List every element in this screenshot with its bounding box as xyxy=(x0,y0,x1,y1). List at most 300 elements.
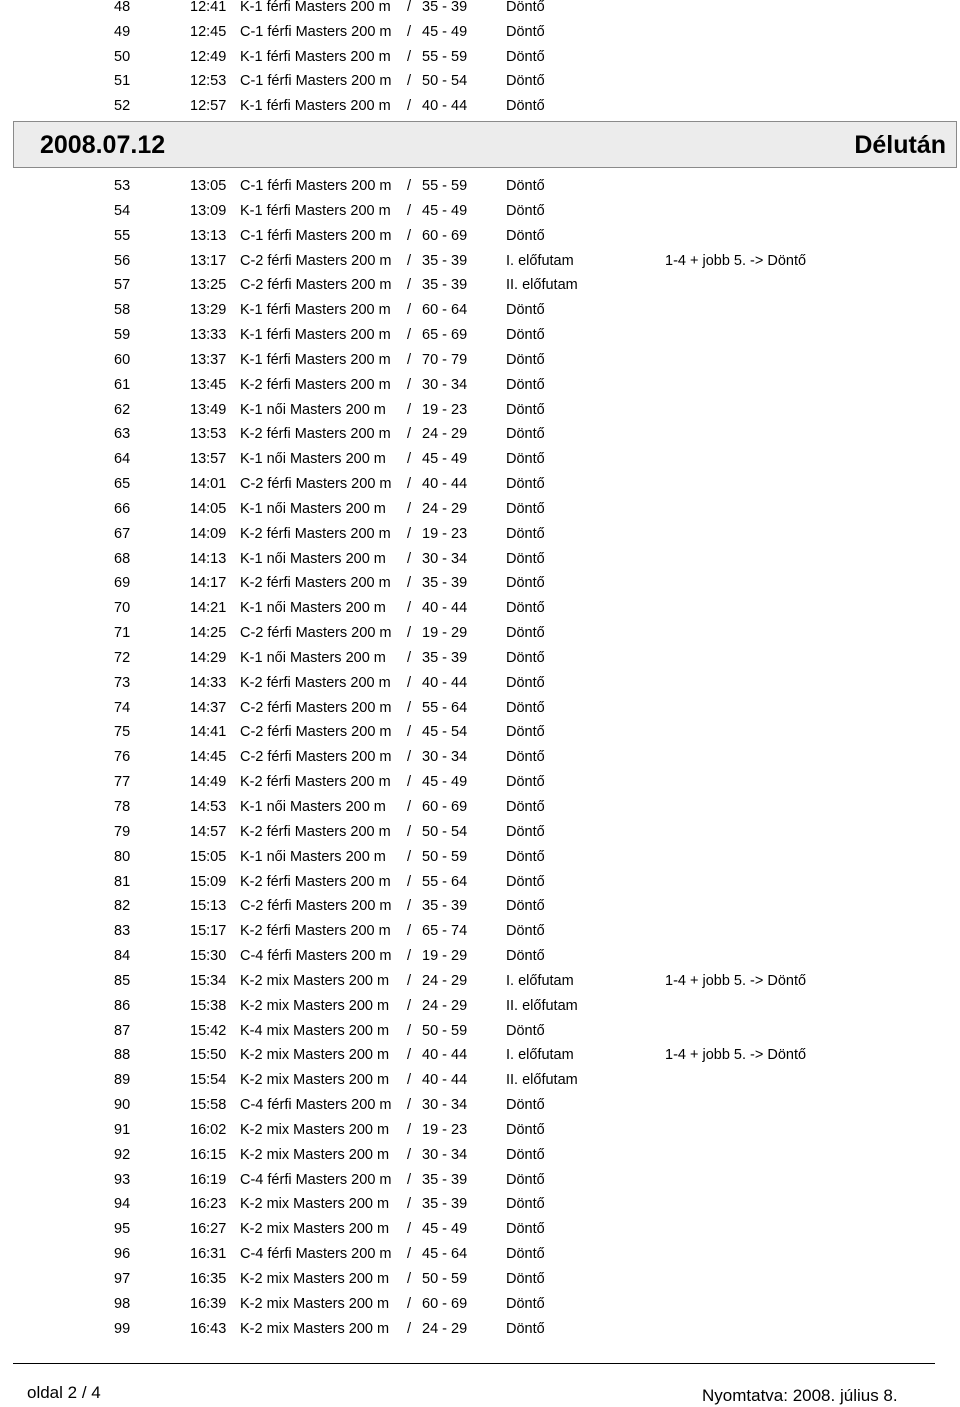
table-row xyxy=(0,1019,960,1043)
start-time: 15:34 xyxy=(190,972,227,989)
race-class: K-2 férfi Masters 200 m xyxy=(240,376,391,393)
start-time: 13:37 xyxy=(190,351,227,368)
section-header xyxy=(13,121,957,168)
separator: / xyxy=(407,1295,412,1312)
table-row xyxy=(0,1217,960,1241)
separator: / xyxy=(407,1022,412,1039)
table-row xyxy=(0,472,960,496)
age-group: 19 - 23 xyxy=(422,401,468,418)
race-number: 67 xyxy=(114,525,131,542)
race-number: 51 xyxy=(114,73,131,90)
start-time: 15:17 xyxy=(190,923,227,940)
race-stage: Döntő xyxy=(506,23,545,40)
race-stage: Döntő xyxy=(506,1146,545,1163)
age-group: 24 - 29 xyxy=(422,997,468,1014)
race-stage: Döntő xyxy=(506,848,545,865)
start-time: 14:41 xyxy=(190,724,227,741)
separator: / xyxy=(407,600,412,617)
race-class: K-2 férfi Masters 200 m xyxy=(240,525,391,542)
page-number: oldal 2 / 4 xyxy=(27,1383,101,1402)
separator: / xyxy=(407,476,412,493)
age-group: 40 - 44 xyxy=(422,600,468,617)
table-row xyxy=(0,646,960,670)
race-stage: Döntő xyxy=(506,799,545,815)
race-class: K-2 mix Masters 200 m xyxy=(240,1196,390,1213)
race-stage: Döntő xyxy=(506,625,545,642)
race-class: C-2 férfi Masters 200 m xyxy=(240,252,392,269)
race-number: 83 xyxy=(114,923,131,940)
race-number: 84 xyxy=(114,948,131,965)
race-number: 90 xyxy=(114,1097,131,1114)
separator: / xyxy=(407,351,412,368)
race-stage: Döntő xyxy=(506,1121,545,1138)
race-class: K-2 férfi Masters 200 m xyxy=(240,923,391,940)
race-class: K-2 férfi Masters 200 m xyxy=(240,674,391,691)
race-stage: Döntő xyxy=(506,178,545,194)
table-row xyxy=(0,1068,960,1092)
start-time: 12:45 xyxy=(190,23,227,40)
print-date: Nyomtatva: 2008. július 8. xyxy=(702,1386,898,1405)
start-time: 12:41 xyxy=(190,0,227,15)
race-number: 76 xyxy=(114,749,131,766)
separator: / xyxy=(407,724,412,741)
advancement-note: 1-4 + jobb 5. -> Döntő xyxy=(665,252,807,269)
separator: / xyxy=(407,873,412,890)
start-time: 13:45 xyxy=(190,376,227,393)
table-row xyxy=(0,45,960,69)
race-stage: Döntő xyxy=(506,674,545,691)
race-stage: Döntő xyxy=(506,426,545,443)
separator: / xyxy=(407,1320,412,1337)
race-stage: Döntő xyxy=(506,351,545,368)
separator: / xyxy=(407,948,412,965)
age-group: 19 - 23 xyxy=(422,525,468,542)
start-time: 12:49 xyxy=(190,48,227,65)
start-time: 13:29 xyxy=(190,302,227,319)
race-number: 99 xyxy=(114,1320,131,1337)
start-time: 13:33 xyxy=(190,327,227,344)
race-class: K-2 mix Masters 200 m xyxy=(240,997,390,1014)
race-class: K-1 férfi Masters 200 m xyxy=(240,98,391,115)
table-row xyxy=(0,447,960,471)
table-row xyxy=(0,994,960,1018)
age-group: 24 - 29 xyxy=(422,1320,468,1337)
race-number: 61 xyxy=(114,376,131,393)
age-group: 45 - 54 xyxy=(422,724,468,741)
table-row xyxy=(0,249,960,273)
race-number: 96 xyxy=(114,1246,131,1263)
start-time: 16:23 xyxy=(190,1196,227,1213)
race-class: K-2 mix Masters 200 m xyxy=(240,1221,390,1238)
race-number: 87 xyxy=(114,1022,131,1039)
race-class: K-2 férfi Masters 200 m xyxy=(240,823,391,840)
start-time: 15:30 xyxy=(190,948,227,965)
race-stage: Döntő xyxy=(506,749,545,766)
start-time: 13:49 xyxy=(190,401,227,418)
race-class: K-2 férfi Masters 200 m xyxy=(240,873,391,890)
table-row xyxy=(0,0,960,19)
race-number: 57 xyxy=(114,277,131,294)
table-row xyxy=(0,571,960,595)
race-number: 60 xyxy=(114,351,131,368)
age-group: 55 - 64 xyxy=(422,873,468,890)
start-time: 16:15 xyxy=(190,1146,227,1163)
separator: / xyxy=(407,972,412,989)
table-row xyxy=(0,720,960,744)
race-class: K-1 női Masters 200 m xyxy=(240,451,386,468)
race-stage: Döntő xyxy=(506,1097,545,1114)
age-group: 35 - 39 xyxy=(422,575,468,592)
start-time: 13:25 xyxy=(190,277,227,294)
start-time: 15:58 xyxy=(190,1097,227,1114)
age-group: 45 - 49 xyxy=(422,451,468,468)
separator: / xyxy=(407,1047,412,1064)
age-group: 50 - 59 xyxy=(422,848,468,865)
race-number: 65 xyxy=(114,476,131,493)
table-row xyxy=(0,1292,960,1316)
race-stage: Döntő xyxy=(506,774,545,791)
race-number: 72 xyxy=(114,649,131,666)
start-time: 12:53 xyxy=(190,73,227,90)
race-number: 54 xyxy=(114,202,131,219)
separator: / xyxy=(407,48,412,65)
separator: / xyxy=(407,401,412,418)
start-time: 14:21 xyxy=(190,600,227,617)
section-period: Délután xyxy=(854,131,946,159)
table-row xyxy=(0,398,960,422)
race-number: 82 xyxy=(114,898,131,915)
age-group: 24 - 29 xyxy=(422,500,468,517)
race-stage: Döntő xyxy=(506,48,545,65)
race-stage: Döntő xyxy=(506,525,545,542)
start-time: 13:17 xyxy=(190,252,227,269)
start-time: 14:05 xyxy=(190,500,227,517)
race-number: 70 xyxy=(114,600,131,617)
race-stage: II. előfutam xyxy=(506,997,578,1014)
race-class: K-2 mix Masters 200 m xyxy=(240,1295,390,1312)
race-class: K-2 mix Masters 200 m xyxy=(240,1121,390,1138)
race-number: 80 xyxy=(114,848,131,865)
table-row xyxy=(0,745,960,769)
race-class: C-2 férfi Masters 200 m xyxy=(240,476,392,493)
table-row xyxy=(0,596,960,620)
separator: / xyxy=(407,202,412,219)
separator: / xyxy=(407,1221,412,1238)
separator: / xyxy=(407,649,412,666)
race-class: K-1 női Masters 200 m xyxy=(240,600,386,617)
start-time: 14:01 xyxy=(190,476,227,493)
age-group: 35 - 39 xyxy=(422,898,468,915)
separator: / xyxy=(407,674,412,691)
start-time: 15:38 xyxy=(190,997,227,1014)
race-stage: Döntő xyxy=(506,898,545,915)
age-group: 30 - 34 xyxy=(422,1146,468,1163)
table-row xyxy=(0,224,960,248)
footer-divider xyxy=(13,1363,935,1364)
race-class: C-2 férfi Masters 200 m xyxy=(240,898,392,915)
race-stage: Döntő xyxy=(506,724,545,741)
start-time: 15:05 xyxy=(190,848,227,865)
table-row xyxy=(0,870,960,894)
race-stage: Döntő xyxy=(506,401,545,418)
race-stage: Döntő xyxy=(506,699,545,716)
race-class: K-2 mix Masters 200 m xyxy=(240,1072,390,1089)
race-stage: Döntő xyxy=(506,1295,545,1312)
race-stage: Döntő xyxy=(506,1270,545,1287)
age-group: 70 - 79 xyxy=(422,351,468,368)
table-row xyxy=(0,348,960,372)
race-class: C-2 férfi Masters 200 m xyxy=(240,625,392,642)
start-time: 14:57 xyxy=(190,823,227,840)
start-time: 14:49 xyxy=(190,774,227,791)
separator: / xyxy=(407,823,412,840)
race-number: 73 xyxy=(114,674,131,691)
race-class: C-4 férfi Masters 200 m xyxy=(240,1171,392,1188)
table-row xyxy=(0,1317,960,1341)
race-stage: Döntő xyxy=(506,476,545,493)
start-time: 15:54 xyxy=(190,1072,227,1089)
race-stage: Döntő xyxy=(506,1320,545,1337)
start-time: 15:50 xyxy=(190,1047,227,1064)
age-group: 35 - 39 xyxy=(422,649,468,666)
age-group: 50 - 54 xyxy=(422,823,468,840)
race-stage: Döntő xyxy=(506,451,545,468)
start-time: 14:53 xyxy=(190,799,227,815)
race-stage: II. előfutam xyxy=(506,277,578,294)
race-class: K-2 férfi Masters 200 m xyxy=(240,426,391,443)
race-stage: Döntő xyxy=(506,73,545,90)
race-stage: Döntő xyxy=(506,1196,545,1213)
race-stage: Döntő xyxy=(506,1171,545,1188)
table-row xyxy=(0,422,960,446)
race-class: K-1 női Masters 200 m xyxy=(240,500,386,517)
age-group: 40 - 44 xyxy=(422,98,468,115)
race-number: 77 xyxy=(114,774,131,791)
age-group: 50 - 59 xyxy=(422,1270,468,1287)
race-number: 78 xyxy=(114,799,131,815)
race-number: 68 xyxy=(114,550,131,567)
start-time: 16:02 xyxy=(190,1121,227,1138)
table-row xyxy=(0,323,960,347)
table-row xyxy=(0,522,960,546)
age-group: 65 - 69 xyxy=(422,327,468,344)
race-number: 52 xyxy=(114,98,131,115)
separator: / xyxy=(407,699,412,716)
race-class: K-2 férfi Masters 200 m xyxy=(240,774,391,791)
separator: / xyxy=(407,23,412,40)
table-row xyxy=(0,696,960,720)
section-date: 2008.07.12 xyxy=(40,131,166,159)
age-group: 40 - 44 xyxy=(422,476,468,493)
race-number: 74 xyxy=(114,699,131,716)
table-row xyxy=(0,1118,960,1142)
race-class: K-1 női Masters 200 m xyxy=(240,799,386,815)
table-row xyxy=(0,547,960,571)
table-row xyxy=(0,1143,960,1167)
age-group: 30 - 34 xyxy=(422,749,468,766)
race-number: 85 xyxy=(114,972,131,989)
race-class: K-2 mix Masters 200 m xyxy=(240,1320,390,1337)
race-class: C-4 férfi Masters 200 m xyxy=(240,948,392,965)
race-number: 66 xyxy=(114,500,131,517)
race-stage: I. előfutam xyxy=(506,252,574,269)
start-time: 14:45 xyxy=(190,749,227,766)
separator: / xyxy=(407,1072,412,1089)
race-class: K-1 férfi Masters 200 m xyxy=(240,302,391,319)
start-time: 16:27 xyxy=(190,1221,227,1238)
table-row xyxy=(0,373,960,397)
age-group: 35 - 39 xyxy=(422,252,468,269)
age-group: 19 - 29 xyxy=(422,948,468,965)
separator: / xyxy=(407,426,412,443)
race-class: C-2 férfi Masters 200 m xyxy=(240,724,392,741)
race-class: C-1 férfi Masters 200 m xyxy=(240,227,392,244)
race-number: 62 xyxy=(114,401,131,418)
separator: / xyxy=(407,550,412,567)
race-stage: Döntő xyxy=(506,923,545,940)
race-stage: Döntő xyxy=(506,227,545,244)
age-group: 40 - 44 xyxy=(422,674,468,691)
table-row xyxy=(0,497,960,521)
race-number: 81 xyxy=(114,873,131,890)
start-time: 16:35 xyxy=(190,1270,227,1287)
race-class: K-1 férfi Masters 200 m xyxy=(240,48,391,65)
separator: / xyxy=(407,302,412,319)
race-class: K-2 mix Masters 200 m xyxy=(240,1270,390,1287)
start-time: 14:29 xyxy=(190,649,227,666)
separator: / xyxy=(407,848,412,865)
separator: / xyxy=(407,451,412,468)
race-number: 91 xyxy=(114,1121,131,1138)
race-class: K-2 mix Masters 200 m xyxy=(240,1047,390,1064)
race-class: K-4 mix Masters 200 m xyxy=(240,1022,390,1039)
table-row xyxy=(0,1242,960,1266)
race-stage: Döntő xyxy=(506,823,545,840)
race-class: K-2 mix Masters 200 m xyxy=(240,972,390,989)
race-number: 94 xyxy=(114,1196,131,1213)
race-class: K-2 férfi Masters 200 m xyxy=(240,575,391,592)
table-row xyxy=(0,820,960,844)
age-group: 40 - 44 xyxy=(422,1072,468,1089)
race-number: 64 xyxy=(114,451,131,468)
separator: / xyxy=(407,1171,412,1188)
race-class: C-1 férfi Masters 200 m xyxy=(240,73,392,90)
race-class: K-1 női Masters 200 m xyxy=(240,550,386,567)
race-class: C-2 férfi Masters 200 m xyxy=(240,749,392,766)
table-row xyxy=(0,69,960,93)
table-row xyxy=(0,621,960,645)
separator: / xyxy=(407,898,412,915)
race-number: 98 xyxy=(114,1295,131,1312)
age-group: 45 - 49 xyxy=(422,774,468,791)
race-class: C-4 férfi Masters 200 m xyxy=(240,1097,392,1114)
table-row xyxy=(0,919,960,943)
separator: / xyxy=(407,525,412,542)
age-group: 40 - 44 xyxy=(422,1047,468,1064)
table-row xyxy=(0,20,960,44)
separator: / xyxy=(407,1246,412,1263)
separator: / xyxy=(407,227,412,244)
age-group: 24 - 29 xyxy=(422,972,468,989)
table-row xyxy=(0,298,960,322)
race-number: 93 xyxy=(114,1171,131,1188)
race-stage: I. előfutam xyxy=(506,972,574,989)
age-group: 55 - 64 xyxy=(422,699,468,716)
table-row xyxy=(0,671,960,695)
race-number: 79 xyxy=(114,823,131,840)
table-row xyxy=(0,1267,960,1291)
age-group: 19 - 29 xyxy=(422,625,468,642)
separator: / xyxy=(407,1196,412,1213)
age-group: 60 - 64 xyxy=(422,302,468,319)
start-time: 14:25 xyxy=(190,625,227,642)
table-row xyxy=(0,845,960,869)
race-class: K-1 férfi Masters 200 m xyxy=(240,0,391,15)
table-row xyxy=(0,894,960,918)
separator: / xyxy=(407,327,412,344)
start-time: 14:33 xyxy=(190,674,227,691)
race-number: 63 xyxy=(114,426,131,443)
race-stage: Döntő xyxy=(506,202,545,219)
race-stage: Döntő xyxy=(506,575,545,592)
start-time: 13:13 xyxy=(190,227,227,244)
start-time: 16:31 xyxy=(190,1246,227,1263)
race-number: 95 xyxy=(114,1221,131,1238)
table-row xyxy=(0,969,960,993)
race-number: 88 xyxy=(114,1047,131,1064)
advancement-note: 1-4 + jobb 5. -> Döntő xyxy=(665,972,807,989)
race-stage: Döntő xyxy=(506,948,545,965)
separator: / xyxy=(407,178,412,194)
table-row xyxy=(0,94,960,118)
advancement-note: 1-4 + jobb 5. -> Döntő xyxy=(665,1047,807,1064)
age-group: 45 - 64 xyxy=(422,1246,468,1263)
separator: / xyxy=(407,799,412,815)
separator: / xyxy=(407,98,412,115)
start-time: 14:17 xyxy=(190,575,227,592)
table-row xyxy=(0,1043,960,1067)
age-group: 45 - 49 xyxy=(422,1221,468,1238)
table-row xyxy=(0,174,960,198)
race-class: C-2 férfi Masters 200 m xyxy=(240,277,392,294)
race-stage: Döntő xyxy=(506,0,545,15)
race-class: K-1 férfi Masters 200 m xyxy=(240,351,391,368)
start-time: 14:13 xyxy=(190,550,227,567)
age-group: 55 - 59 xyxy=(422,178,468,194)
separator: / xyxy=(407,1097,412,1114)
separator: / xyxy=(407,500,412,517)
race-number: 59 xyxy=(114,327,131,344)
separator: / xyxy=(407,277,412,294)
age-group: 50 - 54 xyxy=(422,73,468,90)
age-group: 45 - 49 xyxy=(422,23,468,40)
separator: / xyxy=(407,625,412,642)
race-class: C-1 férfi Masters 200 m xyxy=(240,178,392,194)
race-class: K-1 női Masters 200 m xyxy=(240,401,386,418)
race-stage: Döntő xyxy=(506,1022,545,1039)
race-class: C-1 férfi Masters 200 m xyxy=(240,23,392,40)
age-group: 60 - 69 xyxy=(422,227,468,244)
separator: / xyxy=(407,923,412,940)
race-class: K-1 női Masters 200 m xyxy=(240,649,386,666)
race-stage: Döntő xyxy=(506,1221,545,1238)
separator: / xyxy=(407,73,412,90)
race-class: C-2 férfi Masters 200 m xyxy=(240,699,392,716)
age-group: 19 - 23 xyxy=(422,1121,468,1138)
race-number: 71 xyxy=(114,625,131,642)
table-row xyxy=(0,199,960,223)
age-group: 45 - 49 xyxy=(422,202,468,219)
